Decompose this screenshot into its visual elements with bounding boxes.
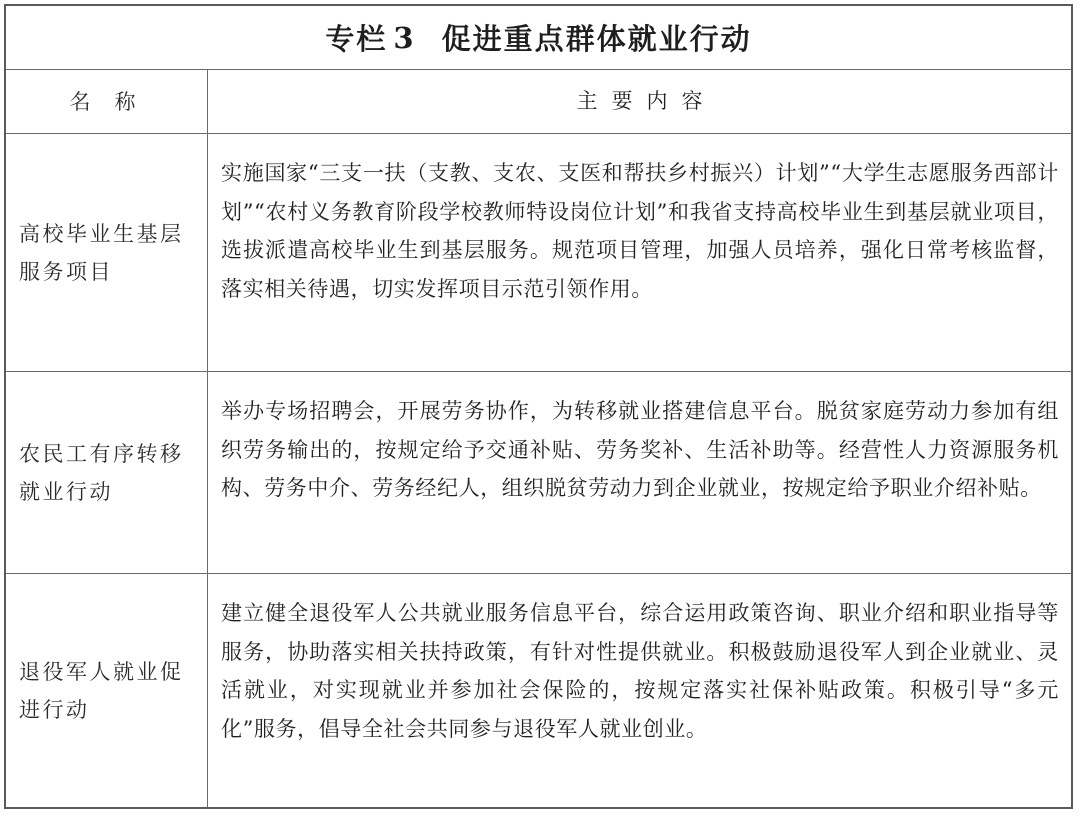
- row-name: 高校毕业生基层服务项目: [6, 134, 208, 371]
- policy-table: [4, 4, 1073, 809]
- row-name: 退役军人就业促进行动: [6, 574, 208, 807]
- row-content: 建立健全退役军人公共就业服务信息平台，综合运用政策咨询、职业介绍和职业指导等服务，协助落实相关扶持政策，有针对性提供就业。积极鼓励退役军人到企业就业、灵活就业，对实现就业并参加社会保险的，按规定落实社保补贴政策。积极引导“多元化”服务，倡导全社会共同参与退役军人就业创业。: [221, 601, 1059, 741]
- row-name: 农民工有序转移就业行动: [6, 372, 208, 573]
- table-header-row: [6, 70, 1071, 134]
- row-content: 实施国家“三支一扶（支教、支农、支医和帮扶乡村振兴）计划”“大学生志愿服务西部计划”“农村义务教育阶段学校教师特设岗位计划”和我省支持高校毕业生到基层就业项目，选拔派遣高校毕业生到基层服务。规范项目管理，加强人员培养，强化日常考核监督，落实相关待遇，切实发挥项目示范引领作用。: [221, 161, 1059, 301]
- table-title: [6, 6, 1071, 70]
- row-content: 举办专场招聘会，开展劳务协作，为转移就业搭建信息平台。脱贫家庭劳动力参加有组织劳务输出的，按规定给予交通补贴、劳务奖补、生活补助等。经营性人力资源服务机构、劳务中介、劳务经纪人，组织脱贫劳动力到企业就业，按规定给予职业介绍补贴。: [221, 399, 1059, 500]
- title-text: 促进重点群体就业行动: [441, 22, 752, 56]
- table-row: [6, 134, 1071, 372]
- header-content: 主要内容: [576, 89, 717, 114]
- title-prefix: 专栏: [325, 22, 388, 56]
- header-name: 名称: [6, 70, 208, 133]
- table-row: [6, 574, 1071, 807]
- table-row: [6, 372, 1071, 574]
- title-number: 3: [393, 20, 416, 55]
